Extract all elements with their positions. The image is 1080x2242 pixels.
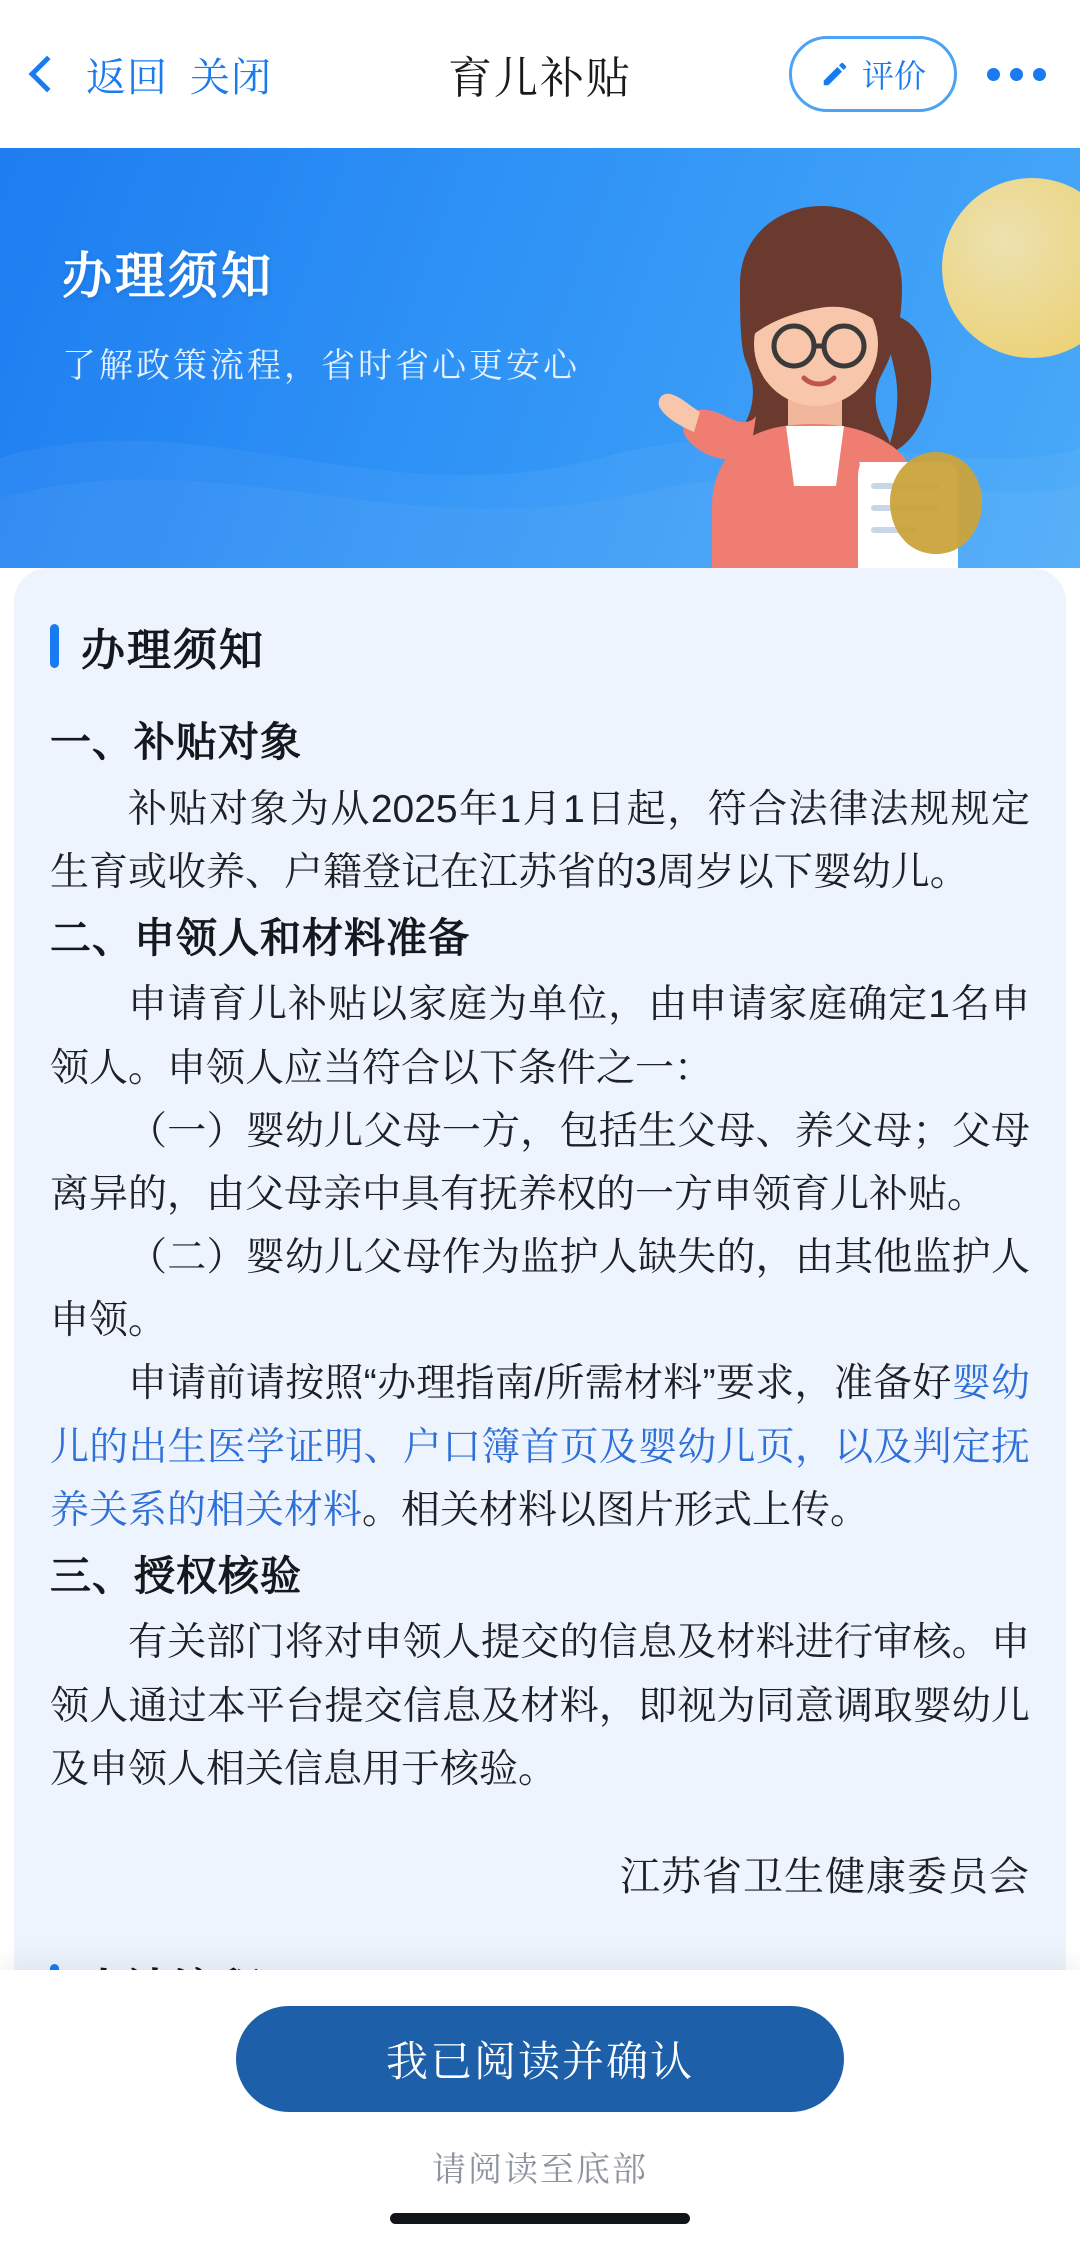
more-dots-icon[interactable] — [987, 68, 1046, 81]
scroll-hint: 请阅读至底部 — [432, 2151, 648, 2189]
notice-heading-2: 二、申领人和材料准备 — [50, 914, 470, 961]
hero-title: 办理须知 — [62, 248, 274, 304]
notice-paragraph-5 — [50, 1352, 1030, 1542]
page-title: 育儿补贴 — [448, 54, 632, 103]
notice-section-title: 办理须知 — [81, 626, 265, 675]
rate-button[interactable] — [789, 36, 957, 112]
notice-paragraph-4: （二）婴幼儿父母作为监护人缺失的，由其他监护人申领。 — [50, 1236, 1030, 1343]
confirm-button[interactable]: 我已阅读并确认 — [236, 2006, 844, 2112]
bottom-action-bar — [0, 1970, 1080, 2242]
notice-paragraph-3: （一）婴幼儿父母一方，包括生父母、养父母；父母离异的，由父母亲中具有抚养权的一方申领育儿补贴。 — [50, 1109, 1030, 1216]
notice-heading-1: 一、补贴对象 — [50, 719, 302, 765]
required-materials-link[interactable]: 婴幼儿的出生医学证明、户口簿首页及婴幼儿页，以及判定抚养关系的相关材料 — [50, 1362, 1030, 1532]
chevron-left-icon[interactable] — [29, 56, 66, 93]
notice-paragraph-5-lead: 申请前请按照“办理指南/所需材料”要求，准备好 — [128, 1362, 952, 1406]
close-button[interactable]: 关闭 — [190, 55, 272, 100]
section-accent-bar — [50, 624, 59, 668]
notice-paragraph-5-tail: 。相关材料以图片形式上传。 — [362, 1488, 870, 1532]
nav-left-group — [34, 46, 272, 103]
notice-signature: 江苏省卫生健康委员会 — [620, 1854, 1030, 1899]
hero-banner — [0, 148, 1080, 568]
nav-right-group — [789, 36, 1046, 112]
notice-paragraph-6: 有关部门将对申领人提交的信息及材料进行审核。申领人通过本平台提交信息及材料，即视为同意调取婴幼儿及申领人相关信息用于核验。 — [50, 1621, 1030, 1791]
notice-section-header — [50, 614, 1030, 678]
illustration-person — [590, 194, 1010, 568]
notice-heading-3: 三、授权核验 — [50, 1552, 302, 1599]
notice-paragraph-2: 申请育儿补贴以家庭为单位，由申请家庭确定1名申领人。申领人应当符合以下条件之一： — [50, 983, 1030, 1090]
notice-paragraph-1: 补贴对象为从2025年1月1日起，符合法律法规规定生育或收养、户籍登记在江苏省的3周岁以下婴幼儿。 — [50, 787, 1030, 894]
hero-subtitle: 了解政策流程，省时省心更安心 — [62, 347, 580, 385]
navigation-bar — [0, 0, 1080, 148]
pencil-icon — [820, 59, 850, 89]
back-button[interactable]: 返回 — [86, 55, 168, 100]
rate-label: 评价 — [861, 58, 926, 94]
home-indicator — [390, 2213, 690, 2224]
